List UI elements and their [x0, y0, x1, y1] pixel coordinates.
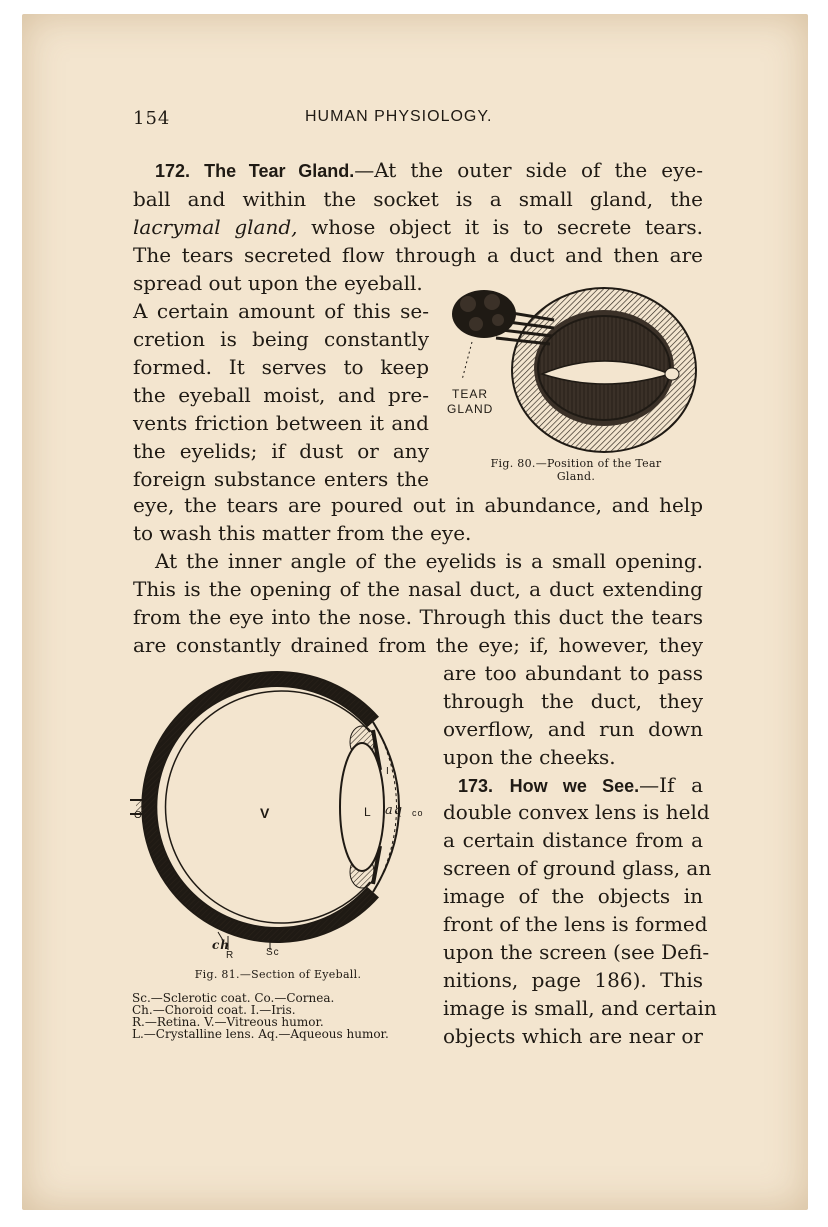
fig81-legend-line-4: L.—Crystalline lens. Aq.—Aqueous humor.: [132, 1027, 389, 1041]
sec173-heading: How we See.: [509, 776, 640, 796]
running-header: [133, 108, 703, 136]
para2-line-4: are constantly drained from the eye; if, however, they: [133, 633, 703, 657]
lacrymal-gland-term: lacrymal gland,: [133, 215, 298, 239]
sec173-line-9: image is small, and certain: [443, 996, 717, 1020]
fig81-label-l: L: [364, 805, 372, 819]
fig81-label-o: O: [134, 810, 143, 821]
fig81-label-i: I: [386, 766, 390, 777]
sec172-line-4: The tears secreted flow through a duct and then are: [133, 243, 703, 267]
para2-line-6: through the duct, they: [443, 689, 703, 713]
sec172-line-14: to wash this matter from the eye.: [133, 521, 472, 545]
sec172-line-3-text: whose object it is to secrete tears.: [311, 215, 704, 239]
sec172-line-2: ball and within the socket is a small gland, the: [133, 187, 703, 211]
sec172-line-10: vents friction between it and: [133, 411, 429, 435]
sec173-line-1: [458, 771, 703, 799]
sec172-line-9: the eyeball moist, and pre-: [133, 383, 429, 407]
fig81-label-aq: aq: [385, 803, 404, 818]
running-title: HUMAN PHYSIOLOGY.: [305, 108, 493, 125]
fig80-caption-line-1: Fig. 80.—Position of the Tear: [490, 457, 662, 470]
fig81-legend-line-2: Ch.—Choroid coat. I.—Iris.: [132, 1003, 296, 1017]
fig81-label-sc: Sc: [266, 947, 280, 958]
sec172-line-8: formed. It serves to keep: [133, 355, 429, 379]
para2-line-3: from the eye into the nose. Through this duct the tears: [133, 605, 703, 629]
fig81-legend: [132, 992, 389, 1040]
sec173-line-4: screen of ground glass, an: [443, 856, 712, 880]
sec172-line-1: [155, 156, 703, 184]
sec172-line-1-text: —At the outer side of the eye-: [354, 158, 703, 182]
sec172-number: 172.: [155, 161, 191, 181]
sec172-line-7: cretion is being constantly: [133, 327, 429, 351]
fig81-legend-line-3: R.—Retina. V.—Vitreous humor.: [132, 1015, 324, 1029]
fig81-label-co: co: [412, 808, 424, 818]
sec172-line-13: eye, the tears are poured out in abundance, and help: [133, 493, 703, 517]
sec173-line-3: a certain distance from a: [443, 828, 703, 852]
fig81-label-ch: ch: [212, 938, 231, 952]
fig80-label-tear: TEAR: [452, 387, 489, 401]
sec173-line-1-text: —If a: [639, 773, 703, 797]
fig80-caption-line-2: Gland.: [556, 470, 596, 483]
para2-line-1: At the inner angle of the eyelids is a small opening.: [155, 549, 703, 573]
para2-line-7: overflow, and run down: [443, 717, 703, 741]
sec172-line-3: [133, 213, 703, 241]
sec173-line-2: double convex lens is held: [443, 800, 710, 824]
fig81-label-r: R: [226, 950, 235, 961]
sec172-line-6: A certain amount of this se-: [133, 299, 429, 323]
fig81-label-v: V: [260, 805, 271, 821]
page-number: 154: [133, 108, 171, 129]
sec172-line-12: foreign substance enters the: [133, 467, 429, 491]
fig80-tear-gland-illustration: [446, 282, 706, 454]
sec172-line-5: spread out upon the eyeball.: [133, 271, 423, 295]
sec173-line-7: upon the screen (see Defi-: [443, 940, 710, 964]
para2-line-8: upon the cheeks.: [443, 745, 616, 769]
sec172-heading: The Tear Gland.: [204, 161, 355, 181]
sec172-line-11: the eyelids; if dust or any: [133, 439, 429, 463]
fig80-caption: [446, 457, 706, 483]
sec173-line-6: front of the lens is formed: [443, 912, 708, 936]
fig81-caption: Fig. 81.—Section of Eyeball.: [194, 968, 362, 981]
sec173-line-10: objects which are near or: [443, 1024, 703, 1048]
fig81-legend-line-1: Sc.—Sclerotic coat. Co.—Cornea.: [132, 991, 335, 1005]
sec173-number: 173.: [458, 776, 494, 796]
fig80-label-gland: GLAND: [447, 402, 494, 416]
para2-line-5: are too abundant to pass: [443, 661, 703, 685]
para2-line-2: This is the opening of the nasal duct, a duct extending: [133, 577, 703, 601]
sec173-line-5: image of the objects in: [443, 884, 703, 908]
sec173-line-8: nitions, page 186). This: [443, 968, 703, 992]
